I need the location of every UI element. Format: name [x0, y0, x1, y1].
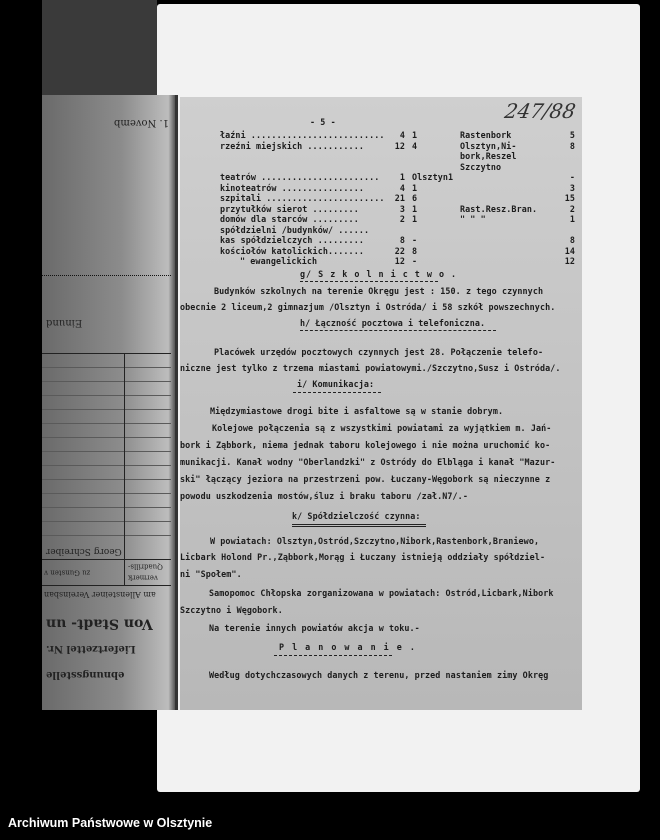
paragraph-line: Licbark Holond Pr.,Ząbbork,Morąg i Łuczany istnieją oddziały spółdziel-	[180, 552, 546, 562]
underline	[300, 330, 496, 331]
underline	[292, 524, 426, 527]
table-cell-place: Rastenbork	[460, 130, 512, 140]
paragraph-line: W powiatach: Olsztyn,Ostród,Szczytno,Nibork,Rastenbork,Braniewo,	[210, 536, 540, 546]
paragraph-line: ski" łączący jeziora na przestrzeni pow. Łuczany-Węgobork są nieczynne z	[180, 474, 551, 484]
paragraph-line: Według dotychczasowych danych z terenu, przed nastaniem zimy Okręg	[209, 670, 549, 680]
card-text: am Allensteiner Vereinsban	[44, 589, 156, 599]
table-row	[220, 130, 575, 140]
folded-card-upside-down	[42, 95, 178, 710]
underline	[293, 392, 381, 393]
table-cell-place: bork,Reszel	[460, 151, 517, 161]
table-cell-total: 8	[399, 235, 405, 245]
table-cell-c2: -	[412, 235, 418, 245]
paragraph-line: Szczytno i Węgobork.	[180, 605, 283, 615]
table-cell-c3: 2	[569, 203, 575, 214]
table-cell-c3: 8	[569, 140, 575, 151]
table-cell-total: 12	[394, 140, 405, 151]
table-row	[220, 214, 575, 224]
table-cell-label: kinoteatrów ................	[220, 182, 364, 193]
card-text: ebnungsstelle	[46, 669, 125, 680]
table-cell-c2: 1	[412, 130, 418, 140]
table-cell-total: 4	[399, 182, 405, 193]
divider	[42, 275, 171, 276]
card-text: Quadrills-	[128, 562, 163, 571]
table-cell-label: kościołów katolickich.......	[220, 245, 364, 256]
table-cell-total: 1	[399, 172, 405, 182]
card-text: zu Gunsten v	[44, 568, 91, 577]
table-cell-c2: 6	[412, 193, 418, 203]
table-row	[220, 225, 575, 235]
paragraph-line: bork i Ząbbork, niema jednak taboru kolejowego i nie można uruchomić ko-	[180, 440, 551, 450]
section-heading: k/ Spółdzielczość czynna:	[292, 511, 421, 521]
table-cell-c2: 1	[412, 214, 418, 224]
table-cell-total: 21	[394, 193, 405, 203]
paragraph-line: Budynków szkolnych na terenie Okręgu jest : 150. z tego czynnych	[214, 286, 544, 296]
table-cell-c3: 1	[569, 214, 575, 224]
table-row	[220, 256, 575, 266]
section-heading: h/ Łączność pocztowa i telefoniczna.	[300, 318, 486, 328]
table-cell-c2: Olsztyn1	[412, 172, 454, 182]
section-heading: g/ S z k o l n i c t w o .	[300, 269, 458, 279]
divider	[42, 585, 171, 586]
paragraph-line: obecnie 2 liceum,2 gimnazjum /Olsztyn i Ostróda/ i 58 szkół powszechnych.	[180, 302, 556, 312]
handwritten-reference-number: 247/88	[502, 99, 578, 123]
table-cell-c3: 14	[564, 245, 575, 256]
table-cell-total: 3	[399, 203, 405, 214]
ruled-line	[42, 451, 171, 452]
table-cell-c3: 12	[564, 256, 575, 266]
paragraph-line: munikacji. Kanał wodny "Oberlandzki" z Ostródy do Elbląga i kanał "Mazur-	[180, 457, 556, 467]
table-row	[220, 183, 575, 193]
underline	[274, 655, 392, 656]
card-text: Georg Schreiber	[46, 545, 122, 556]
table-row	[220, 246, 575, 256]
ruled-line	[42, 465, 171, 466]
table-row	[220, 172, 575, 182]
typed-document-page	[180, 97, 582, 710]
table-row	[220, 235, 575, 245]
paragraph-line: ni "Społem".	[180, 569, 242, 579]
table-cell-total: 4	[399, 130, 405, 140]
table-cell-label: kas spółdzielczych .........	[220, 235, 364, 245]
table-cell-total: 22	[394, 245, 405, 256]
divider	[42, 353, 171, 354]
table-row	[220, 141, 575, 151]
table-cell-c2: 4	[412, 140, 418, 151]
table-cell-c2: 8	[412, 245, 418, 256]
card-text: Von Stadt- un	[46, 615, 153, 632]
table-cell-c2: -	[412, 256, 418, 266]
table-cell-label: przytułków sierot .........	[220, 203, 359, 214]
table-cell-c3: 15	[564, 193, 575, 203]
table-cell-label: domów dla starców .........	[220, 214, 359, 224]
table-cell-total: 2	[399, 214, 405, 224]
table-cell-place: Szczytno	[460, 161, 502, 172]
table-cell-c3: 5	[569, 130, 575, 140]
table-cell-label: szpitali .......................	[220, 193, 385, 203]
table-cell-c2: 1	[412, 203, 418, 214]
section-heading: i/ Komunikacja:	[297, 379, 375, 389]
card-text: vermerk	[128, 573, 158, 582]
card-text: Einund	[46, 317, 83, 328]
table-row	[220, 204, 575, 214]
ruled-line	[42, 507, 171, 508]
ruled-line	[42, 535, 171, 536]
ruled-line	[42, 395, 171, 396]
paragraph-line: niczne jest tylko z trzema miastami powiatowymi./Szczytno,Susz i Ostróda/.	[180, 363, 561, 373]
table-cell-c3: 3	[569, 182, 575, 193]
card-text: Liefertzettel Nr.	[46, 643, 136, 654]
card-text: 1. Novemb	[114, 117, 169, 128]
page-number: - 5 -	[310, 117, 336, 127]
paragraph-line: Placówek urzędów pocztowych czynnych jest 28. Połączenie telefo-	[214, 347, 544, 357]
paragraph-line: Na terenie innych powiatów akcja w toku.-	[209, 623, 420, 633]
paragraph-line: Kolejowe połączenia są z wszystkimi powiatami za wyjątkiem m. Jań-	[212, 423, 552, 433]
ruled-line	[42, 437, 171, 438]
section-heading: P l a n o w a n i e .	[279, 642, 417, 652]
table-row	[220, 193, 575, 203]
ruled-line	[42, 381, 171, 382]
table-cell-label: łaźni ..........................	[220, 130, 385, 140]
ruled-line	[42, 493, 171, 494]
ruled-line	[42, 409, 171, 410]
table-cell-total: 12	[394, 256, 405, 266]
table-cell-label: teatrów .......................	[220, 172, 380, 182]
paragraph-line: powodu uszkodzenia mostów,śluz i braku taboru /zał.N7/.-	[180, 491, 468, 501]
table-cell-place: Rast.Resz.Bran.	[460, 203, 538, 214]
table-cell-place: Olsztyn,Ni-	[460, 140, 517, 151]
table-cell-label: spółdzielni /budynków/ ......	[220, 224, 370, 235]
table-cell-place: " " "	[460, 214, 486, 224]
paragraph-line: Międzymiastowe drogi bite i asfaltowe są w stanie dobrym.	[210, 406, 504, 416]
archive-footer-label: Archiwum Państwowe w Olsztynie	[8, 816, 213, 830]
table-row	[220, 151, 575, 161]
table-cell-c3: -	[569, 172, 575, 182]
ruled-line	[42, 423, 171, 424]
column-line	[124, 353, 125, 585]
ruled-line	[42, 521, 171, 522]
ruled-line	[42, 367, 171, 368]
underline	[300, 281, 438, 282]
ruled-line	[42, 479, 171, 480]
paragraph-line: Samopomoc Chłopska zorganizowana w powiatach: Ostród,Licbark,Nibork	[209, 588, 554, 598]
scan-background	[42, 0, 157, 96]
divider	[42, 559, 171, 560]
table-cell-c3: 8	[569, 235, 575, 245]
table-cell-label: rzeźni miejskich ...........	[220, 140, 364, 151]
table-row	[220, 162, 575, 172]
table-cell-c2: 1	[412, 182, 418, 193]
table-cell-label: " ewangelickich	[240, 256, 318, 266]
